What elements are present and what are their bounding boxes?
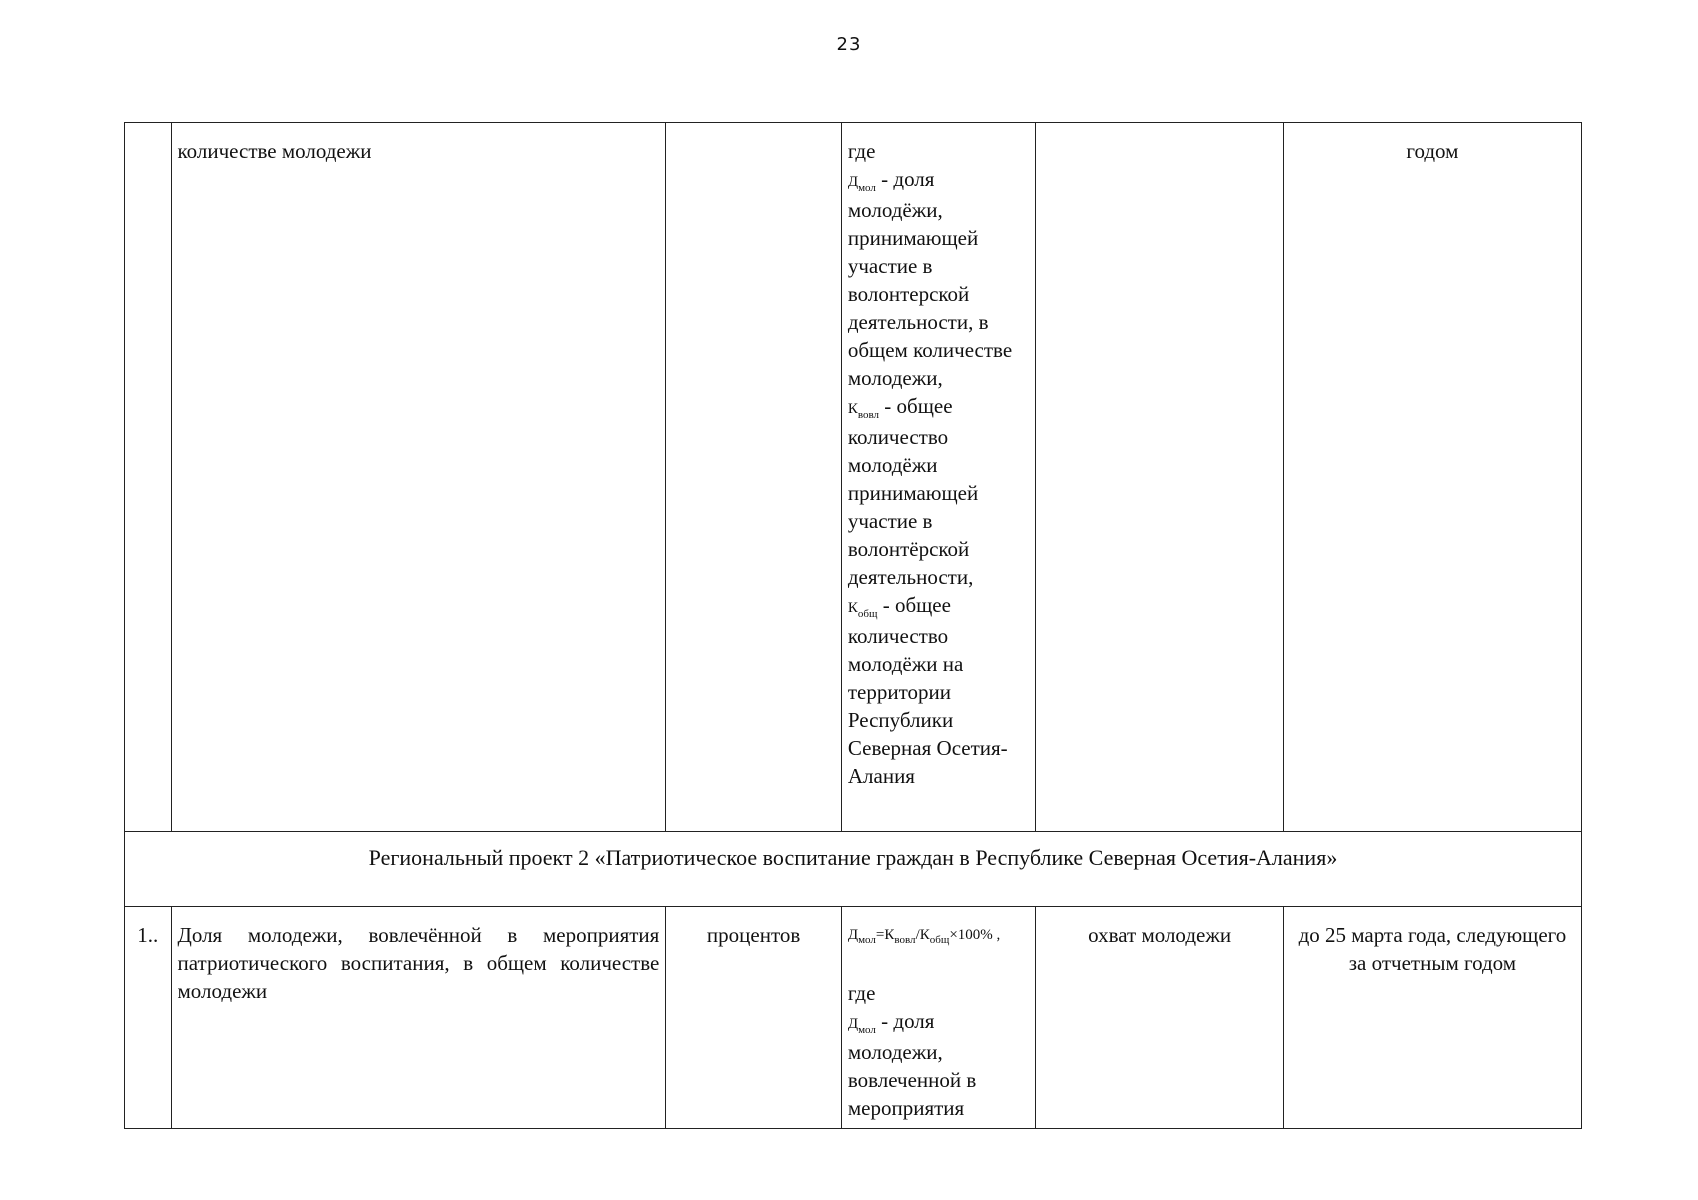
table-row [125, 907, 1582, 1129]
symbol-subscript: общ [857, 608, 878, 621]
definition-text: - общее количество молодёжи принимающей участие в волонтёрской деятельности, [847, 394, 979, 589]
cell-number: 1.. [125, 907, 172, 1129]
cell-unit: процентов [666, 907, 842, 1129]
formula-a: К [884, 927, 895, 943]
cell-method [841, 907, 1036, 1129]
cell-term: годом [1283, 123, 1581, 832]
formula-lhs: Д [847, 927, 859, 943]
method-definition [848, 591, 1030, 790]
cell-source: охват молодежи [1036, 907, 1283, 1129]
formula-b-sub: общ [929, 934, 950, 946]
symbol: К [847, 600, 858, 616]
method-definition [848, 1007, 1030, 1122]
cell-indicator-name: Доля молодежи, вовлечённой в мероприятия патриотического воспитания, в общем количестве молодежи [171, 907, 666, 1129]
method-text: где [847, 981, 876, 1005]
formula-b: К [919, 927, 930, 943]
section-header: Региональный проект 2 «Патриотическое воспитание граждан в Республике Северная Осетия-Алания» [125, 832, 1582, 907]
definition-text: - общее количество молодёжи на территории Республики Северная Осетия-Алания [847, 593, 1008, 788]
formula-tail: ×100% , [949, 927, 1001, 943]
definition-text: - доля молодежи, вовлеченной в мероприятия [847, 1009, 977, 1120]
formula-slash: / [915, 927, 920, 943]
cell-indicator-name: количестве молодежи [171, 123, 666, 832]
method-definition [848, 392, 1030, 591]
cell-source [1036, 123, 1283, 832]
cell-unit [666, 123, 842, 832]
formula-lhs-sub: мол [858, 934, 876, 946]
symbol-subscript: мол [858, 182, 876, 195]
page-number: 23 [836, 34, 862, 55]
symbol-subscript: вовл [857, 409, 880, 422]
formula-a-sub: вовл [894, 934, 916, 946]
indicators-table [124, 122, 1582, 1129]
symbol: Д [847, 174, 859, 190]
cell-method [841, 123, 1036, 832]
method-text: где [847, 139, 876, 163]
cell-number [125, 123, 172, 832]
symbol: Д [847, 1016, 859, 1032]
method-definition [848, 165, 1030, 392]
formula-eq: = [875, 927, 885, 943]
formula [848, 921, 1030, 949]
section-header-row [125, 832, 1582, 907]
method-definitions [848, 979, 1030, 1122]
table-row-continuation [125, 123, 1582, 832]
definition-text: - доля молодёжи, принимающей участие в волонтерской деятельности, в общем количестве молодежи, [847, 167, 1013, 390]
cell-term: до 25 марта года, следующего за отчетным годом [1283, 907, 1581, 1129]
symbol: К [847, 401, 858, 417]
symbol-subscript: мол [858, 1024, 876, 1037]
